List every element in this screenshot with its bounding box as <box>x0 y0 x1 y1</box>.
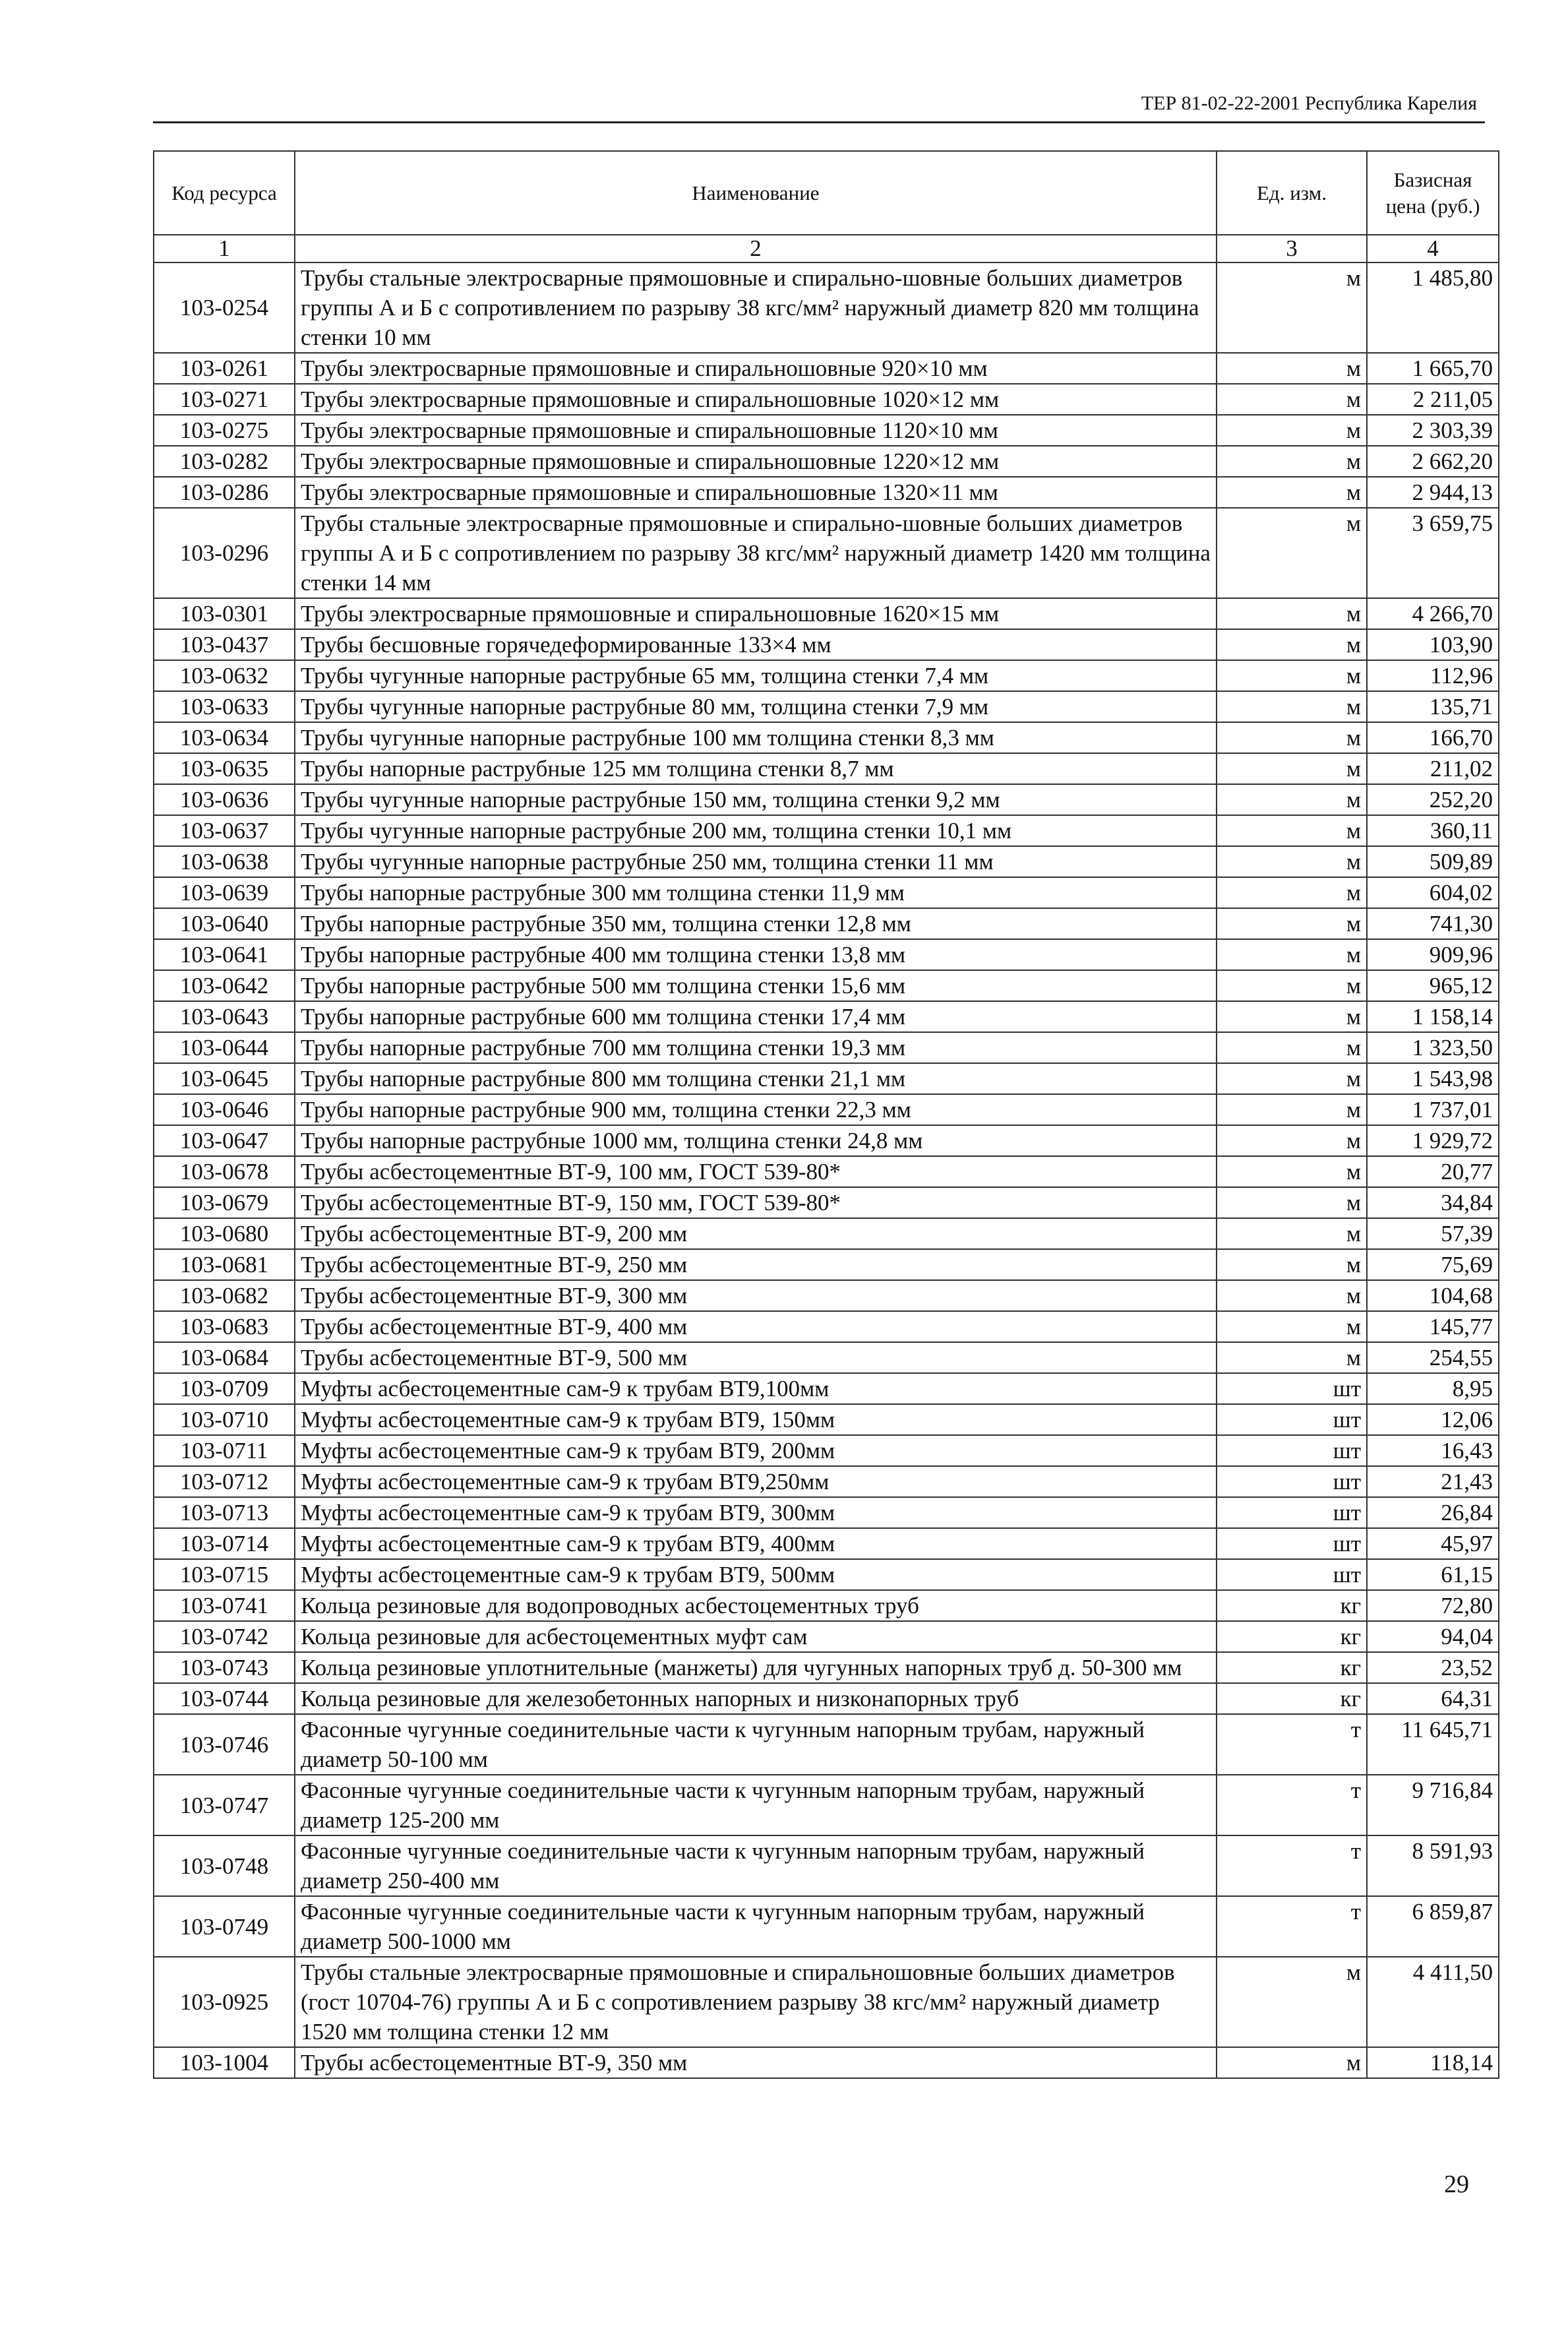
resource-code-cell: 103-0296 <box>154 508 295 598</box>
column-number: 1 <box>154 235 295 262</box>
price-cell: 94,04 <box>1367 1621 1499 1652</box>
table-row <box>154 1125 1499 1156</box>
table-row <box>154 1249 1499 1280</box>
column-header-unit: Ед. изм. <box>1217 151 1367 235</box>
resource-name-cell: Трубы электросварные прямошовные и спиральношовные 1020×12 мм <box>295 384 1217 415</box>
table-row <box>154 846 1499 877</box>
table-row <box>154 1590 1499 1621</box>
table-row <box>154 939 1499 970</box>
table-row <box>154 1497 1499 1528</box>
price-cell: 3 659,75 <box>1367 508 1499 598</box>
table-row <box>154 815 1499 846</box>
table-row <box>154 970 1499 1001</box>
table-row <box>154 2047 1499 2078</box>
unit-cell: м <box>1217 1187 1367 1218</box>
resource-name-cell: Трубы чугунные напорные раструбные 250 мм, толщина стенки 11 мм <box>295 846 1217 877</box>
resource-code-cell: 103-0632 <box>154 660 295 691</box>
price-table <box>153 150 1499 2079</box>
price-cell: 12,06 <box>1367 1404 1499 1435</box>
table-row <box>154 1032 1499 1063</box>
resource-name-cell: Трубы стальные электросварные прямошовные и спиральношовные больших диаметров (гост 10704-76) группы А и Б с сопротивлением разрыву 38 кгс/мм² наружный диаметр 1520 мм толщина стенки 12 мм <box>295 1957 1217 2047</box>
resource-name-cell: Трубы асбестоцементные ВТ-9, 350 мм <box>295 2047 1217 2078</box>
resource-code-cell: 103-0748 <box>154 1835 295 1896</box>
table-row <box>154 262 1499 353</box>
resource-name-cell: Трубы напорные раструбные 125 мм толщина стенки 8,7 мм <box>295 753 1217 784</box>
resource-name-cell: Трубы напорные раструбные 300 мм толщина стенки 11,9 мм <box>295 877 1217 908</box>
unit-cell: шт <box>1217 1466 1367 1497</box>
unit-cell: м <box>1217 753 1367 784</box>
unit-cell: м <box>1217 446 1367 477</box>
price-cell: 360,11 <box>1367 815 1499 846</box>
table-row <box>154 1957 1499 2047</box>
resource-code-cell: 103-0647 <box>154 1125 295 1156</box>
unit-cell: шт <box>1217 1404 1367 1435</box>
column-number: 4 <box>1367 235 1499 262</box>
price-cell: 75,69 <box>1367 1249 1499 1280</box>
resource-code-cell: 103-0282 <box>154 446 295 477</box>
price-cell: 2 662,20 <box>1367 446 1499 477</box>
resource-name-cell: Трубы чугунные напорные раструбные 150 мм, толщина стенки 9,2 мм <box>295 784 1217 815</box>
price-cell: 20,77 <box>1367 1156 1499 1187</box>
price-cell: 11 645,71 <box>1367 1714 1499 1775</box>
page-number: 29 <box>1444 2171 1469 2198</box>
price-cell: 8,95 <box>1367 1373 1499 1404</box>
unit-cell: кг <box>1217 1683 1367 1714</box>
resource-name-cell: Трубы напорные раструбные 500 мм толщина стенки 15,6 мм <box>295 970 1217 1001</box>
resource-name-cell: Трубы электросварные прямошовные и спиральношовные 1320×11 мм <box>295 477 1217 508</box>
resource-code-cell: 103-0643 <box>154 1001 295 1032</box>
resource-code-cell: 103-0744 <box>154 1683 295 1714</box>
price-cell: 4 411,50 <box>1367 1957 1499 2047</box>
resource-code-cell: 103-0682 <box>154 1280 295 1311</box>
table-row <box>154 1896 1499 1957</box>
resource-code-cell: 103-0709 <box>154 1373 295 1404</box>
resource-name-cell: Фасонные чугунные соединительные части к чугунным напорным трубам, наружный диаметр 500-1000 мм <box>295 1896 1217 1957</box>
resource-name-cell: Кольца резиновые для железобетонных напорных и низконапорных труб <box>295 1683 1217 1714</box>
unit-cell: м <box>1217 1125 1367 1156</box>
unit-cell: м <box>1217 598 1367 629</box>
table-row <box>154 1621 1499 1652</box>
unit-cell: м <box>1217 1342 1367 1373</box>
resource-name-cell: Фасонные чугунные соединительные части к чугунным напорным трубам, наружный диаметр 50-100 мм <box>295 1714 1217 1775</box>
resource-code-cell: 103-0715 <box>154 1559 295 1590</box>
resource-code-cell: 103-0286 <box>154 477 295 508</box>
price-cell: 34,84 <box>1367 1187 1499 1218</box>
column-header-name: Наименование <box>295 151 1217 235</box>
price-cell: 1 485,80 <box>1367 262 1499 353</box>
table-row <box>154 1835 1499 1896</box>
table-header-row <box>154 151 1499 235</box>
resource-name-cell: Муфты асбестоцементные сам-9 к трубам ВТ9, 300мм <box>295 1497 1217 1528</box>
resource-name-cell: Трубы асбестоцементные ВТ-9, 100 мм, ГОСТ 539-80* <box>295 1156 1217 1187</box>
unit-cell: т <box>1217 1714 1367 1775</box>
resource-name-cell: Трубы напорные раструбные 700 мм толщина стенки 19,3 мм <box>295 1032 1217 1063</box>
unit-cell: кг <box>1217 1652 1367 1683</box>
table-row <box>154 877 1499 908</box>
price-cell: 45,97 <box>1367 1528 1499 1559</box>
price-cell: 16,43 <box>1367 1435 1499 1466</box>
resource-code-cell: 103-0646 <box>154 1094 295 1125</box>
price-cell: 2 211,05 <box>1367 384 1499 415</box>
price-cell: 26,84 <box>1367 1497 1499 1528</box>
resource-code-cell: 103-0742 <box>154 1621 295 1652</box>
resource-name-cell: Фасонные чугунные соединительные части к чугунным напорным трубам, наружный диаметр 125-200 мм <box>295 1775 1217 1835</box>
table-row <box>154 1280 1499 1311</box>
price-cell: 211,02 <box>1367 753 1499 784</box>
resource-name-cell: Трубы чугунные напорные раструбные 100 мм толщина стенки 8,3 мм <box>295 722 1217 753</box>
resource-code-cell: 103-0746 <box>154 1714 295 1775</box>
unit-cell: м <box>1217 1280 1367 1311</box>
resource-code-cell: 103-0640 <box>154 908 295 939</box>
unit-cell: шт <box>1217 1435 1367 1466</box>
resource-name-cell: Трубы асбестоцементные ВТ-9, 400 мм <box>295 1311 1217 1342</box>
resource-name-cell: Трубы напорные раструбные 1000 мм, толщина стенки 24,8 мм <box>295 1125 1217 1156</box>
price-cell: 8 591,93 <box>1367 1835 1499 1896</box>
unit-cell: м <box>1217 784 1367 815</box>
table-row <box>154 598 1499 629</box>
unit-cell: м <box>1217 477 1367 508</box>
resource-name-cell: Муфты асбестоцементные сам-9 к трубам ВТ9,100мм <box>295 1373 1217 1404</box>
price-cell: 145,77 <box>1367 1311 1499 1342</box>
resource-name-cell: Муфты асбестоцементные сам-9 к трубам ВТ9, 500мм <box>295 1559 1217 1590</box>
unit-cell: м <box>1217 415 1367 446</box>
resource-code-cell: 103-0712 <box>154 1466 295 1497</box>
price-cell: 1 737,01 <box>1367 1094 1499 1125</box>
resource-code-cell: 103-0301 <box>154 598 295 629</box>
price-cell: 1 543,98 <box>1367 1063 1499 1094</box>
price-cell: 509,89 <box>1367 846 1499 877</box>
table-row <box>154 660 1499 691</box>
price-cell: 112,96 <box>1367 660 1499 691</box>
resource-name-cell: Муфты асбестоцементные сам-9 к трубам ВТ9, 400мм <box>295 1528 1217 1559</box>
unit-cell: м <box>1217 939 1367 970</box>
price-cell: 6 859,87 <box>1367 1896 1499 1957</box>
resource-name-cell: Фасонные чугунные соединительные части к чугунным напорным трубам, наружный диаметр 250-400 мм <box>295 1835 1217 1896</box>
resource-name-cell: Трубы асбестоцементные ВТ-9, 150 мм, ГОСТ 539-80* <box>295 1187 1217 1218</box>
resource-name-cell: Трубы напорные раструбные 600 мм толщина стенки 17,4 мм <box>295 1001 1217 1032</box>
resource-code-cell: 103-0710 <box>154 1404 295 1435</box>
table-row <box>154 1652 1499 1683</box>
price-cell: 1 665,70 <box>1367 353 1499 384</box>
table-row <box>154 1559 1499 1590</box>
price-cell: 64,31 <box>1367 1683 1499 1714</box>
column-number: 2 <box>295 235 1217 262</box>
price-cell: 1 158,14 <box>1367 1001 1499 1032</box>
price-cell: 9 716,84 <box>1367 1775 1499 1835</box>
table-row <box>154 353 1499 384</box>
resource-name-cell: Кольца резиновые для асбестоцементных муфт сам <box>295 1621 1217 1652</box>
resource-name-cell: Муфты асбестоцементные сам-9 к трубам ВТ9, 200мм <box>295 1435 1217 1466</box>
table-row <box>154 1311 1499 1342</box>
resource-code-cell: 103-0925 <box>154 1957 295 2047</box>
resource-code-cell: 103-0678 <box>154 1156 295 1187</box>
table-row <box>154 1404 1499 1435</box>
table-row <box>154 1156 1499 1187</box>
resource-name-cell: Кольца резиновые уплотнительные (манжеты) для чугунных напорных труб д. 50-300 мм <box>295 1652 1217 1683</box>
column-header-code: Код ресурса <box>154 151 295 235</box>
resource-code-cell: 103-0684 <box>154 1342 295 1373</box>
resource-code-cell: 103-0637 <box>154 815 295 846</box>
resource-code-cell: 103-0633 <box>154 691 295 722</box>
unit-cell: т <box>1217 1835 1367 1896</box>
resource-name-cell: Трубы чугунные напорные раструбные 80 мм, толщина стенки 7,9 мм <box>295 691 1217 722</box>
unit-cell: м <box>1217 508 1367 598</box>
resource-code-cell: 103-0642 <box>154 970 295 1001</box>
resource-name-cell: Трубы асбестоцементные ВТ-9, 300 мм <box>295 1280 1217 1311</box>
price-cell: 57,39 <box>1367 1218 1499 1249</box>
resource-name-cell: Трубы чугунные напорные раструбные 200 мм, толщина стенки 10,1 мм <box>295 815 1217 846</box>
resource-code-cell: 103-0261 <box>154 353 295 384</box>
resource-code-cell: 103-0644 <box>154 1032 295 1063</box>
unit-cell: шт <box>1217 1497 1367 1528</box>
unit-cell: м <box>1217 1249 1367 1280</box>
resource-name-cell: Трубы бесшовные горячедеформированные 133×4 мм <box>295 629 1217 660</box>
table-row <box>154 1435 1499 1466</box>
price-cell: 1 929,72 <box>1367 1125 1499 1156</box>
table-row <box>154 1528 1499 1559</box>
table-row <box>154 1063 1499 1094</box>
unit-cell: м <box>1217 1311 1367 1342</box>
unit-cell: кг <box>1217 1590 1367 1621</box>
unit-cell: кг <box>1217 1621 1367 1652</box>
resource-name-cell: Трубы асбестоцементные ВТ-9, 500 мм <box>295 1342 1217 1373</box>
resource-name-cell: Трубы напорные раструбные 400 мм толщина стенки 13,8 мм <box>295 939 1217 970</box>
column-number-row <box>154 235 1499 262</box>
unit-cell: м <box>1217 908 1367 939</box>
unit-cell: м <box>1217 660 1367 691</box>
resource-code-cell: 103-0638 <box>154 846 295 877</box>
resource-code-cell: 103-0437 <box>154 629 295 660</box>
resource-code-cell: 103-0254 <box>154 262 295 353</box>
price-cell: 1 323,50 <box>1367 1032 1499 1063</box>
resource-name-cell: Трубы напорные раструбные 800 мм толщина стенки 21,1 мм <box>295 1063 1217 1094</box>
resource-code-cell: 103-0683 <box>154 1311 295 1342</box>
resource-name-cell: Трубы электросварные прямошовные и спиральношовные 920×10 мм <box>295 353 1217 384</box>
resource-name-cell: Трубы асбестоцементные ВТ-9, 250 мм <box>295 1249 1217 1280</box>
resource-code-cell: 103-0741 <box>154 1590 295 1621</box>
resource-name-cell: Трубы чугунные напорные раструбные 65 мм, толщина стенки 7,4 мм <box>295 660 1217 691</box>
table-row <box>154 508 1499 598</box>
table-row <box>154 1001 1499 1032</box>
table-row <box>154 1466 1499 1497</box>
unit-cell: шт <box>1217 1528 1367 1559</box>
price-cell: 135,71 <box>1367 691 1499 722</box>
table-row <box>154 1094 1499 1125</box>
price-cell: 21,43 <box>1367 1466 1499 1497</box>
column-number: 3 <box>1217 235 1367 262</box>
resource-code-cell: 103-0743 <box>154 1652 295 1683</box>
price-cell: 118,14 <box>1367 2047 1499 2078</box>
table-row <box>154 908 1499 939</box>
resource-name-cell: Муфты асбестоцементные сам-9 к трубам ВТ9,250мм <box>295 1466 1217 1497</box>
unit-cell: м <box>1217 1032 1367 1063</box>
unit-cell: м <box>1217 1063 1367 1094</box>
price-cell: 103,90 <box>1367 629 1499 660</box>
resource-code-cell: 103-0680 <box>154 1218 295 1249</box>
resource-code-cell: 103-0641 <box>154 939 295 970</box>
resource-code-cell: 103-0636 <box>154 784 295 815</box>
table-row <box>154 784 1499 815</box>
resource-name-cell: Трубы электросварные прямошовные и спиральношовные 1120×10 мм <box>295 415 1217 446</box>
table-row <box>154 1775 1499 1835</box>
unit-cell: м <box>1217 691 1367 722</box>
table-row <box>154 384 1499 415</box>
unit-cell: шт <box>1217 1373 1367 1404</box>
resource-code-cell: 103-0639 <box>154 877 295 908</box>
price-cell: 741,30 <box>1367 908 1499 939</box>
column-header-price: Базисная цена (руб.) <box>1367 151 1499 235</box>
table-row <box>154 1218 1499 1249</box>
unit-cell: м <box>1217 970 1367 1001</box>
price-cell: 252,20 <box>1367 784 1499 815</box>
unit-cell: м <box>1217 384 1367 415</box>
price-cell: 104,68 <box>1367 1280 1499 1311</box>
unit-cell: м <box>1217 1957 1367 2047</box>
resource-code-cell: 103-1004 <box>154 2047 295 2078</box>
table-row <box>154 1373 1499 1404</box>
unit-cell: шт <box>1217 1559 1367 1590</box>
table-row <box>154 691 1499 722</box>
resource-name-cell: Трубы напорные раструбные 900 мм, толщина стенки 22,3 мм <box>295 1094 1217 1125</box>
unit-cell: м <box>1217 815 1367 846</box>
resource-name-cell: Трубы асбестоцементные ВТ-9, 200 мм <box>295 1218 1217 1249</box>
resource-name-cell: Трубы стальные электросварные прямошовные и спирально-шовные больших диаметров группы А и Б с сопротивлением по разрыву 38 кгс/мм² наружный диаметр 820 мм толщина стенки 10 мм <box>295 262 1217 353</box>
resource-code-cell: 103-0634 <box>154 722 295 753</box>
price-cell: 2 944,13 <box>1367 477 1499 508</box>
price-cell: 4 266,70 <box>1367 598 1499 629</box>
resource-code-cell: 103-0711 <box>154 1435 295 1466</box>
document-title: ТЕР 81-02-22-2001 Республика Карелия <box>1141 92 1477 114</box>
price-cell: 254,55 <box>1367 1342 1499 1373</box>
resource-code-cell: 103-0635 <box>154 753 295 784</box>
resource-code-cell: 103-0271 <box>154 384 295 415</box>
resource-name-cell: Трубы стальные электросварные прямошовные и спирально-шовные больших диаметров группы А и Б с сопротивлением по разрыву 38 кгс/мм² наружный диаметр 1420 мм толщина стенки 14 мм <box>295 508 1217 598</box>
table-row <box>154 753 1499 784</box>
resource-code-cell: 103-0275 <box>154 415 295 446</box>
unit-cell: м <box>1217 1218 1367 1249</box>
resource-code-cell: 103-0714 <box>154 1528 295 1559</box>
table-row <box>154 415 1499 446</box>
price-cell: 72,80 <box>1367 1590 1499 1621</box>
table-row <box>154 1683 1499 1714</box>
unit-cell: м <box>1217 2047 1367 2078</box>
price-cell: 604,02 <box>1367 877 1499 908</box>
resource-code-cell: 103-0645 <box>154 1063 295 1094</box>
price-cell: 909,96 <box>1367 939 1499 970</box>
unit-cell: м <box>1217 1001 1367 1032</box>
resource-code-cell: 103-0713 <box>154 1497 295 1528</box>
unit-cell: м <box>1217 353 1367 384</box>
resource-code-cell: 103-0679 <box>154 1187 295 1218</box>
table-row <box>154 477 1499 508</box>
table-row <box>154 1187 1499 1218</box>
resource-name-cell: Кольца резиновые для водопроводных асбестоцементных труб <box>295 1590 1217 1621</box>
unit-cell: м <box>1217 1156 1367 1187</box>
unit-cell: т <box>1217 1775 1367 1835</box>
page-header <box>153 88 1485 123</box>
resource-name-cell: Трубы напорные раструбные 350 мм, толщина стенки 12,8 мм <box>295 908 1217 939</box>
price-cell: 965,12 <box>1367 970 1499 1001</box>
unit-cell: м <box>1217 877 1367 908</box>
table-row <box>154 1342 1499 1373</box>
unit-cell: м <box>1217 629 1367 660</box>
price-cell: 61,15 <box>1367 1559 1499 1590</box>
resource-name-cell: Трубы электросварные прямошовные и спиральношовные 1220×12 мм <box>295 446 1217 477</box>
unit-cell: м <box>1217 262 1367 353</box>
resource-name-cell: Трубы электросварные прямошовные и спиральношовные 1620×15 мм <box>295 598 1217 629</box>
resource-code-cell: 103-0681 <box>154 1249 295 1280</box>
price-cell: 2 303,39 <box>1367 415 1499 446</box>
unit-cell: м <box>1217 1094 1367 1125</box>
price-cell: 23,52 <box>1367 1652 1499 1683</box>
price-cell: 166,70 <box>1367 722 1499 753</box>
table-row <box>154 1714 1499 1775</box>
unit-cell: м <box>1217 722 1367 753</box>
unit-cell: м <box>1217 846 1367 877</box>
table-row <box>154 629 1499 660</box>
resource-name-cell: Муфты асбестоцементные сам-9 к трубам ВТ9, 150мм <box>295 1404 1217 1435</box>
resource-code-cell: 103-0747 <box>154 1775 295 1835</box>
resource-code-cell: 103-0749 <box>154 1896 295 1957</box>
table-body <box>154 262 1499 2078</box>
table-row <box>154 446 1499 477</box>
table-row <box>154 722 1499 753</box>
unit-cell: т <box>1217 1896 1367 1957</box>
